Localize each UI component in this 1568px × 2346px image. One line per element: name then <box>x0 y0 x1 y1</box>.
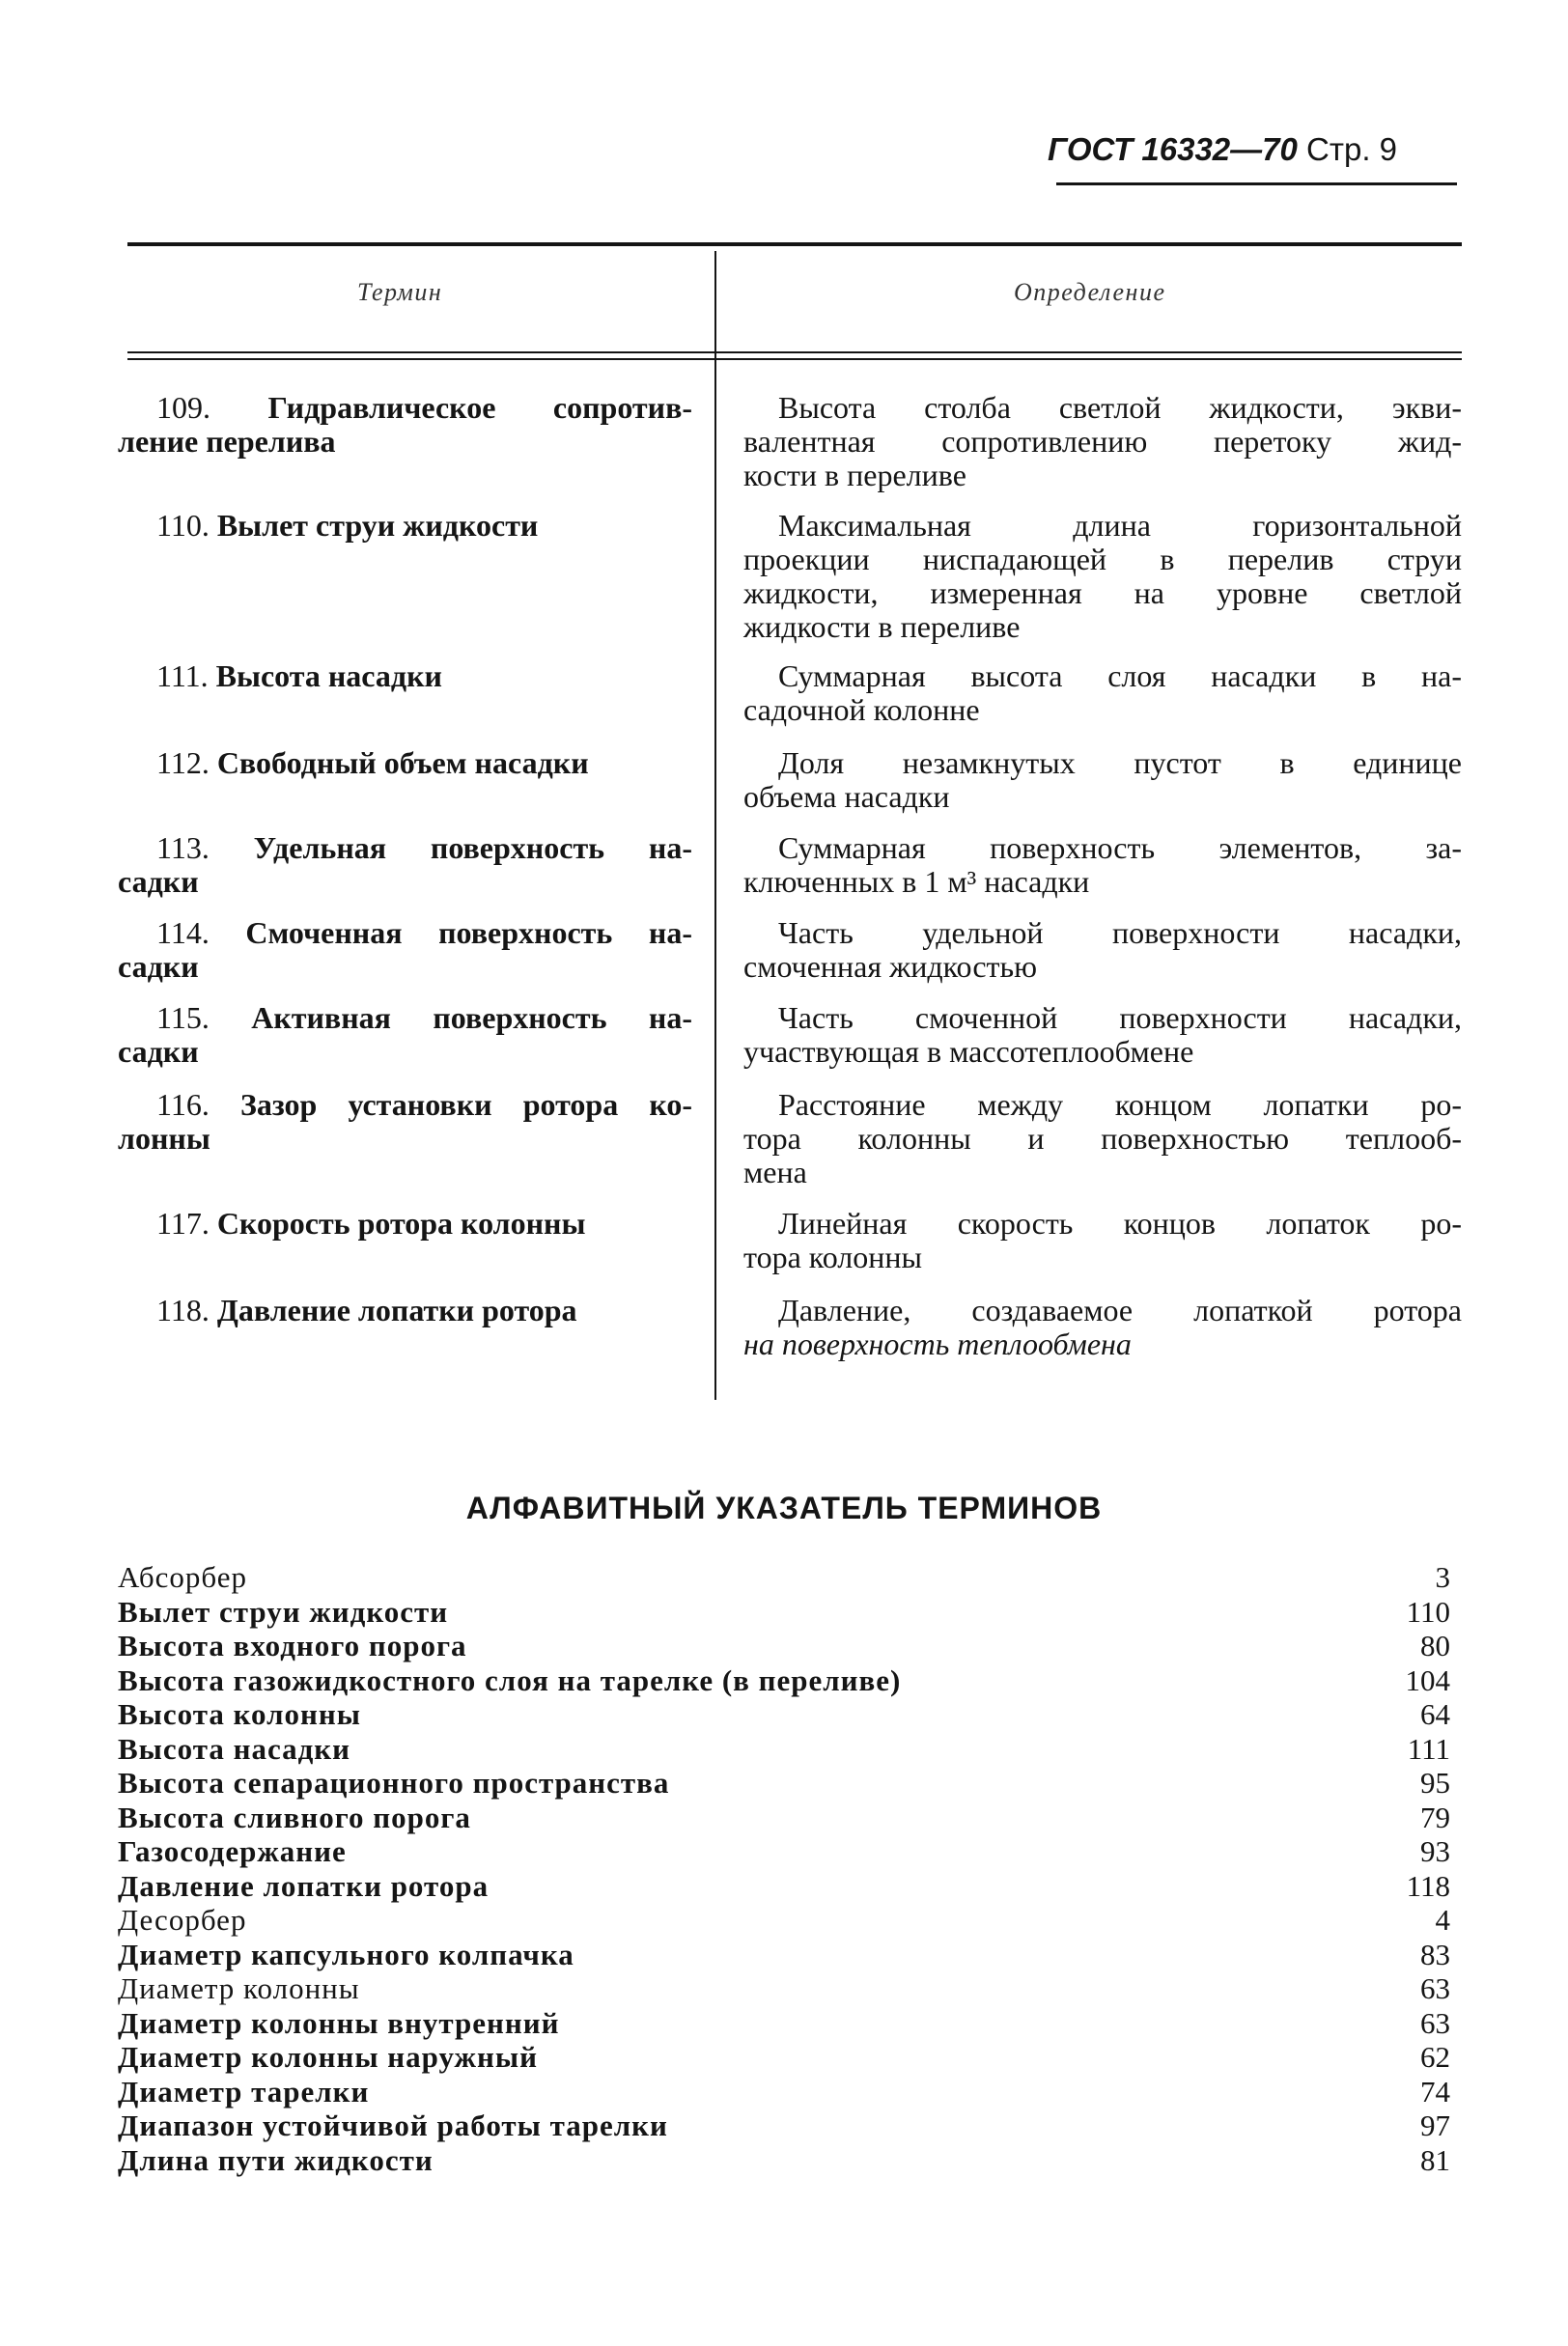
index-entry <box>118 2143 1450 2178</box>
definition-line: жидкости в переливе <box>743 609 1021 644</box>
term-text: Давление лопатки ротора <box>216 1293 577 1327</box>
index-entry <box>118 1938 1450 1972</box>
term-cell <box>118 746 692 780</box>
header-rule <box>1056 182 1457 185</box>
index-entry <box>118 1801 1450 1835</box>
term-cell <box>118 916 692 984</box>
definition-cell <box>743 1088 1462 1189</box>
index-entry <box>118 1697 1450 1732</box>
alphabetical-index <box>118 1560 1450 2177</box>
term-text: Смоченная поверхность на- <box>245 915 693 950</box>
term-line <box>118 1088 692 1122</box>
term-line <box>118 1122 692 1156</box>
term-text: ление перелива <box>118 424 336 459</box>
definition-line: Давление, создаваемое лопаткой ротора <box>778 1293 1462 1327</box>
definition-cell <box>743 659 1462 727</box>
term-text: садки <box>118 864 199 899</box>
definition-line: Часть удельной поверхности насадки, <box>778 915 1462 950</box>
index-number: 74 <box>1420 2074 1450 2109</box>
term-text: садки <box>118 949 199 984</box>
index-term: Высота колонны <box>118 1697 361 1731</box>
index-number: 63 <box>1420 1971 1450 2005</box>
definition-line: тора колонны и поверхностью теплооб- <box>743 1121 1462 1156</box>
term-number: 116. <box>156 1087 240 1122</box>
index-term: Абсорбер <box>118 1560 247 1594</box>
definition-line: тора колонны <box>743 1240 922 1274</box>
definition-line: на поверхность теплообмена <box>743 1327 1132 1361</box>
term-number: 109. <box>156 390 268 425</box>
term-cell <box>118 1294 692 1327</box>
definition-cell <box>743 509 1462 644</box>
definition-cell <box>743 1207 1462 1274</box>
index-term: Высота входного порога <box>118 1629 467 1662</box>
index-term: Высота газожидкостного слоя на тарелке (в переливе) <box>118 1662 902 1697</box>
definition-line: Расстояние между концом лопатки ро- <box>778 1087 1462 1122</box>
definition-line: проекции ниспадающей в перелив струи <box>743 542 1462 576</box>
definition-line: кости в переливе <box>743 458 966 492</box>
definition-line: участвующая в массотеплообмене <box>743 1034 1194 1069</box>
term-cell <box>118 391 692 459</box>
index-number: 81 <box>1420 2142 1450 2177</box>
index-number: 118 <box>1406 1868 1450 1903</box>
index-number: 110 <box>1406 1594 1450 1629</box>
index-term: Газосодержание <box>118 1834 347 1868</box>
index-term: Высота сепарационного пространства <box>118 1766 670 1800</box>
page-header <box>1048 131 1463 174</box>
index-term: Диапазон устойчивой работы тарелки <box>118 2109 668 2142</box>
index-number: 63 <box>1420 2005 1450 2040</box>
index-entry <box>118 1595 1450 1630</box>
term-cell <box>118 509 692 543</box>
index-number: 64 <box>1420 1697 1450 1731</box>
definition-line: Максимальная длина горизонтальной <box>778 508 1462 543</box>
definition-line: жидкости, измеренная на уровне светлой <box>743 575 1462 610</box>
index-number: 111 <box>1407 1731 1450 1766</box>
index-number: 79 <box>1420 1800 1450 1834</box>
standard-code: ГОСТ 16332—70 <box>1048 131 1298 167</box>
index-term: Диаметр капсульного колпачка <box>118 1937 574 1971</box>
index-entry <box>118 1732 1450 1767</box>
index-entry <box>118 1560 1450 1595</box>
term-number: 112. <box>156 745 217 780</box>
term-number: 110. <box>156 508 217 543</box>
header-separator <box>127 351 1462 353</box>
term-cell <box>118 1207 692 1241</box>
term-line <box>118 659 692 693</box>
index-number: 97 <box>1420 2109 1450 2142</box>
term-line <box>118 831 692 865</box>
definition-cell <box>743 916 1462 984</box>
term-line <box>118 391 692 425</box>
term-number: 115. <box>156 1000 252 1035</box>
index-term: Диаметр тарелки <box>118 2074 370 2109</box>
definition-cell <box>743 831 1462 899</box>
term-number: 113. <box>156 830 254 865</box>
index-number: 95 <box>1420 1766 1450 1800</box>
index-entry <box>118 1766 1450 1801</box>
index-entry <box>118 1971 1450 2006</box>
index-number: 83 <box>1420 1937 1450 1971</box>
term-line <box>118 1001 692 1035</box>
definition-line: Доля незамкнутых пустот в единице <box>778 745 1462 780</box>
definition-line: Часть смоченной поверхности насадки, <box>778 1000 1462 1035</box>
definition-line: объема насадки <box>743 779 950 814</box>
definition-line: валентная сопротивлению перетоку жид- <box>743 424 1462 459</box>
term-number: 117. <box>156 1206 217 1241</box>
term-text: Удельная поверхность на- <box>253 830 693 865</box>
index-entry <box>118 1903 1450 1938</box>
definition-line: мена <box>743 1155 807 1189</box>
term-text: садки <box>118 1034 199 1069</box>
term-text: Свободный объем насадки <box>216 745 589 780</box>
term-text: Активная поверхность на- <box>251 1000 693 1035</box>
index-entry <box>118 2006 1450 2041</box>
index-entry <box>118 2109 1450 2143</box>
term-text: Зазор установки ротора ко- <box>239 1087 692 1122</box>
definition-cell <box>743 1001 1462 1069</box>
term-text: Скорость ротора колонны <box>216 1206 586 1241</box>
definition-cell <box>743 391 1462 492</box>
definition-line: Высота столба светлой жидкости, экви- <box>778 390 1462 425</box>
definition-line: садочной колонне <box>743 692 980 727</box>
column-header-definition: Определение <box>1014 278 1166 306</box>
term-line <box>118 950 692 984</box>
index-entry <box>118 2075 1450 2109</box>
table-top-rule <box>127 242 1462 246</box>
index-number: 3 <box>1435 1560 1450 1594</box>
index-number: 62 <box>1420 2040 1450 2074</box>
term-text: Вылет струи жидкости <box>216 508 539 543</box>
index-entry <box>118 1869 1450 1904</box>
term-line <box>118 509 692 543</box>
term-cell <box>118 659 692 693</box>
term-text: Высота насадки <box>215 658 442 693</box>
index-number: 4 <box>1435 1903 1450 1937</box>
term-cell <box>118 1001 692 1069</box>
term-line <box>118 865 692 899</box>
index-entry <box>118 1663 1450 1698</box>
definition-cell <box>743 746 1462 814</box>
definition-line: смоченная жидкостью <box>743 949 1038 984</box>
index-term: Давление лопатки ротора <box>118 1868 490 1903</box>
term-line <box>118 916 692 950</box>
term-line <box>118 1207 692 1241</box>
index-entry <box>118 1629 1450 1663</box>
term-line <box>118 425 692 459</box>
index-term: Вылет струи жидкости <box>118 1594 449 1629</box>
index-title: АЛФАВИТНЫЙ УКАЗАТЕЛЬ ТЕРМИНОВ <box>465 1491 1103 1525</box>
column-divider <box>714 251 716 1400</box>
term-line <box>118 746 692 780</box>
page-number: Стр. 9 <box>1306 131 1398 167</box>
definition-line: Линейная скорость концов лопаток ро- <box>778 1206 1462 1241</box>
index-entry <box>118 1834 1450 1869</box>
term-cell <box>118 831 692 899</box>
definition-line: ключенных в 1 м³ насадки <box>743 864 1090 899</box>
index-entry <box>118 2040 1450 2075</box>
definition-line: Суммарная поверхность элементов, за- <box>778 830 1462 865</box>
term-text: лонны <box>118 1121 210 1156</box>
index-number: 80 <box>1420 1629 1450 1662</box>
index-term: Высота сливного порога <box>118 1800 471 1834</box>
definition-line: Суммарная высота слоя насадки в на- <box>778 658 1462 693</box>
term-line <box>118 1294 692 1327</box>
term-cell <box>118 1088 692 1156</box>
term-line <box>118 1035 692 1069</box>
index-term: Высота насадки <box>118 1731 350 1766</box>
term-text: Гидравлическое сопротив- <box>267 390 693 425</box>
term-number: 118. <box>156 1293 217 1327</box>
term-number: 114. <box>156 915 246 950</box>
index-term: Диаметр колонны <box>118 1971 360 2005</box>
index-number: 104 <box>1405 1662 1450 1697</box>
index-term: Длина пути жидкости <box>118 2142 434 2177</box>
index-term: Диаметр колонны внутренний <box>118 2005 560 2040</box>
index-term: Диаметр колонны наружный <box>118 2040 538 2074</box>
term-number: 111. <box>156 658 216 693</box>
definition-cell <box>743 1294 1462 1361</box>
column-header-term: Термин <box>357 278 443 306</box>
index-term: Десорбер <box>118 1903 247 1937</box>
header-separator <box>127 358 1462 360</box>
index-number: 93 <box>1420 1834 1450 1868</box>
